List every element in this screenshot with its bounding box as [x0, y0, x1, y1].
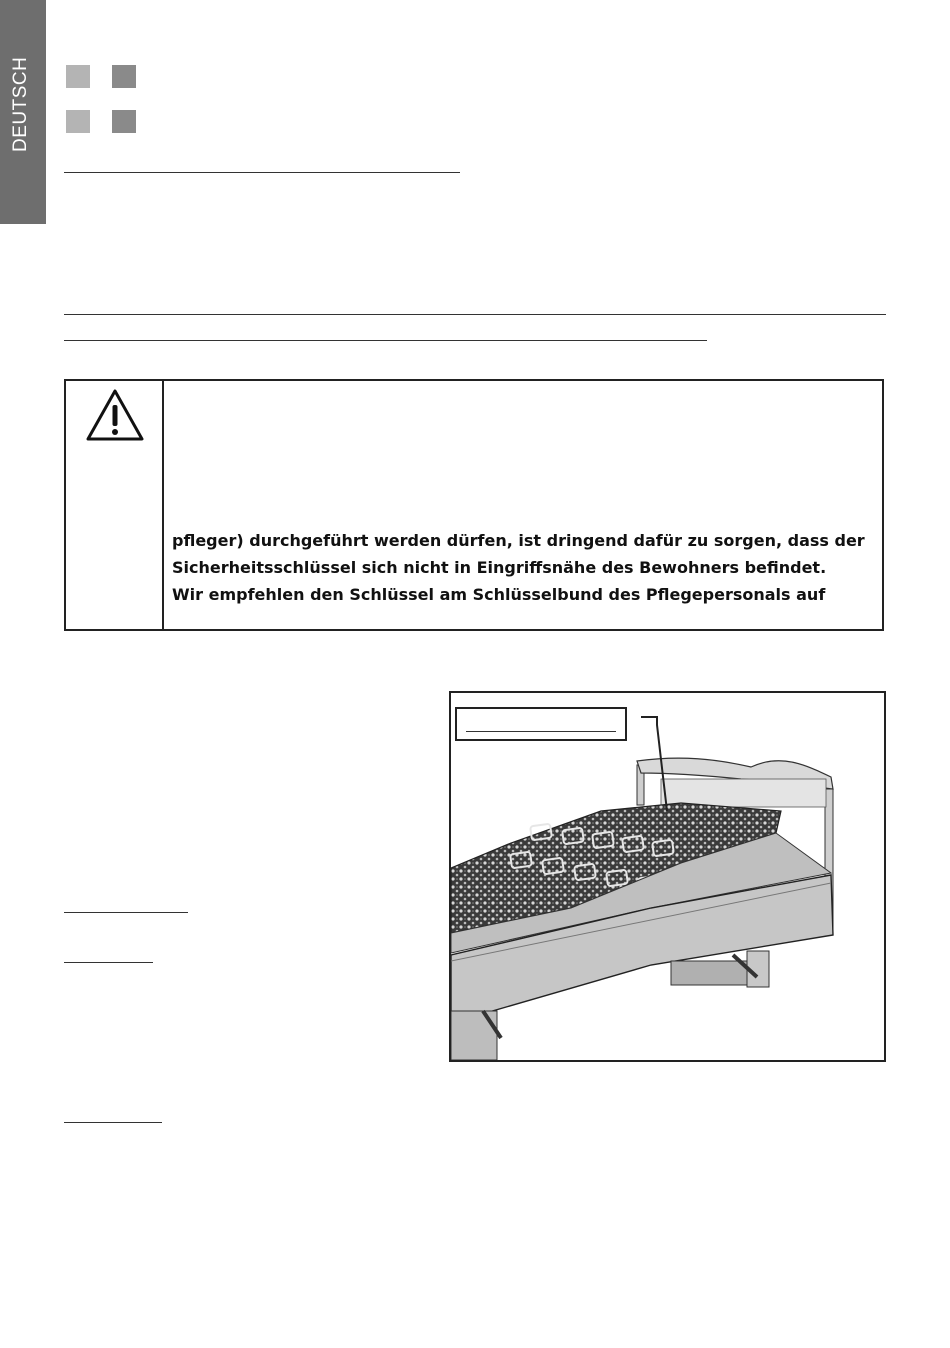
decor-square [66, 65, 90, 88]
text-rule [64, 1122, 162, 1123]
figure-callout-label-box [455, 707, 627, 741]
warning-line: Sicherheitsschlüssel sich nicht in Eingriffsnähe des Bewohners befindet. [172, 558, 827, 577]
section-heading-rule [64, 172, 460, 173]
warning-line: pfleger) durchgeführt werden dürfen, ist dringend dafür zu sorgen, dass der [172, 531, 865, 550]
text-rule [64, 912, 188, 913]
decor-square [112, 110, 136, 133]
warning-box [64, 379, 884, 631]
figure-callout-line [466, 731, 616, 732]
language-side-tab [0, 0, 46, 224]
section-rule [64, 340, 707, 341]
text-rule [64, 962, 153, 963]
warning-line: Wir empfehlen den Schlüssel am Schlüsselbund des Pflegepersonals auf [172, 585, 826, 604]
decor-square [112, 65, 136, 88]
decor-square [66, 110, 90, 133]
warning-divider [162, 381, 164, 629]
language-tab-label: DEUTSCH [10, 56, 31, 152]
bed-illustration [451, 693, 884, 1060]
section-rule [64, 314, 886, 315]
warning-text [172, 527, 884, 608]
bed-figure [449, 691, 886, 1062]
warning-triangle-icon [84, 387, 146, 443]
